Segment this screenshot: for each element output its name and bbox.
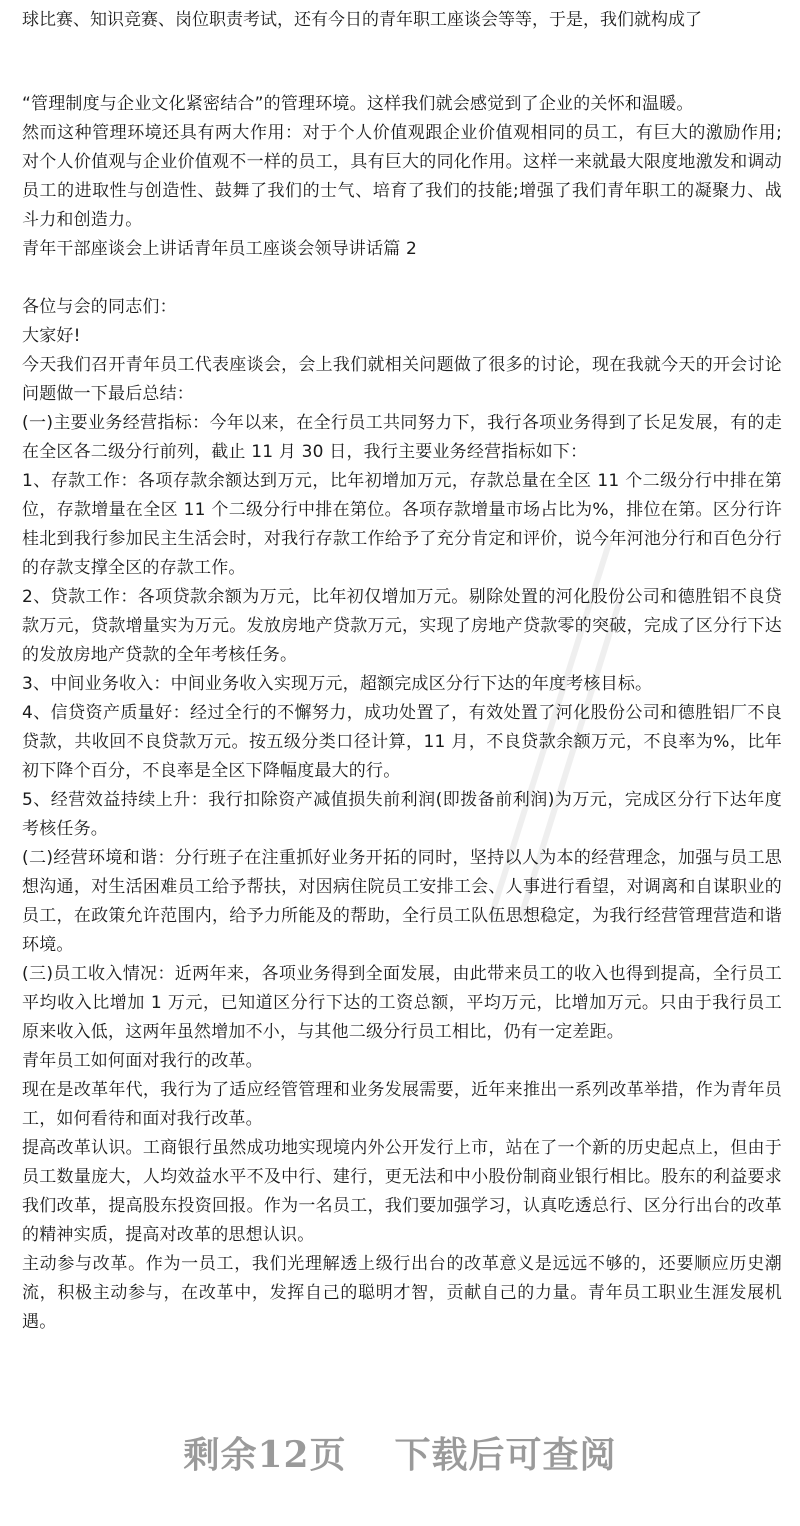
paragraph: 2、贷款工作：各项贷款余额为万元，比年初仅增加万元。剔除处置的河化股份公司和德胜铝不良贷款万元，贷款增量实为万元。发放房地产贷款万元，实现了房地产贷款零的突破，完成了区分行下达的发放房地产贷款的全年考核任务。 xyxy=(22,587,782,665)
paragraph: (三)员工收入情况：近两年来，各项业务得到全面发展，由此带来员工的收入也得到提高，全行员工平均收入比增加 1 万元，已知道区分行下达的工资总额，平均万元，比增加万元。只由于我行员工原来收入低，这两年虽然增加不小，与其他二级分行员工相比，仍有一定差距。 xyxy=(22,964,782,1042)
blank-line xyxy=(22,264,782,293)
paragraph: 青年员工如何面对我行的改革。 xyxy=(22,1051,263,1071)
paragraph: 主动参与改革。作为一员工，我们光理解透上级行出台的改革意义是远远不够的，还要顺应历史潮流，积极主动参与，在改革中，发挥自己的聪明才智，贡献自己的力量。青年员工职业生涯发展机遇。 xyxy=(22,1254,782,1332)
paragraph: 5、经营效益持续上升：我行扣除资产减值损失前利润(即拨备前利润)为万元，完成区分行下达年度考核任务。 xyxy=(22,790,782,839)
paragraph: 提高改革认识。工商银行虽然成功地实现境内外公开发行上市，站在了一个新的历史起点上，但由于员工数量庞大，人均效益水平不及中行、建行，更无法和中小股份制商业银行相比。股东的利益要求我们改革，提高股东投资回报。作为一名员工，我们要加强学习，认真吃透总行、区分行出台的改革的精神实质，提高对改革的思想认识。 xyxy=(22,1138,782,1245)
document-first-line: 球比赛、知识竞赛、岗位职责考试，还有今日的青年职工座谈会等等，于是，我们就构成了 xyxy=(22,10,702,30)
salutation: 各位与会的同志们： xyxy=(22,297,177,317)
paragraph: 1、存款工作：各项存款余额达到万元，比年初增加万元，存款总量在全区 11 个二级分行中排在第位，存款增量在全区 11 个二级分行中排在第位。各项存款增量市场占比为%，排位在第。区分行许桂北到我行参加民主生活会时，对我行存款工作给予了充分肯定和评价，说今年河池分行和百色分行的存款支撑全区的存款工作。 xyxy=(22,471,782,578)
section-heading: 青年干部座谈会上讲话青年员工座谈会领导讲话篇 2 xyxy=(22,239,418,259)
paragraph: “管理制度与企业文化紧密结合”的管理环境。这样我们就会感觉到了企业的关怀和温暖。 xyxy=(22,94,694,114)
download-prompt[interactable] xyxy=(0,1422,800,1482)
paragraph: 然而这种管理环境还具有两大作用：对于个人价值观跟企业价值观相同的员工，有巨大的激励作用;对个人价值观与企业价值观不一样的员工，具有巨大的同化作用。这样一来就最大限度地激发和调动员工的进取性与创造性、鼓舞了我们的士气、培育了我们的技能;增强了我们青年职工的凝聚力、战斗力和创造力。 xyxy=(22,123,782,230)
paragraph: 3、中间业务收入：中间业务收入实现万元，超额完成区分行下达的年度考核目标。 xyxy=(22,674,653,694)
remaining-pages-label[interactable]: 剩余12页 xyxy=(183,1433,347,1476)
paragraph: 现在是改革年代，我行为了适应经管管理和业务发展需要，近年来推出一系列改革举措，作为青年员工，如何看待和面对我行改革。 xyxy=(22,1080,782,1129)
paragraph: (二)经营环境和谐：分行班子在注重抓好业务开拓的同时，坚持以人为本的经营理念，加强与员工思想沟通，对生活困难员工给予帮扶，对因病住院员工安排工会、人事进行看望，对调离和自谋职业的员工，在政策允许范围内，给予力所能及的帮助，全行员工队伍思想稳定，为我行经营管理营造和谐环境。 xyxy=(22,848,782,955)
paragraph: 今天我们召开青年员工代表座谈会，会上我们就相关问题做了很多的讨论，现在我就今天的开会讨论问题做一下最后总结： xyxy=(22,355,782,404)
download-hint-label[interactable]: 下载后可查阅 xyxy=(394,1433,617,1476)
document-body xyxy=(22,90,782,1337)
paragraph: 4、信贷资产质量好：经过全行的不懈努力，成功处置了，有效处置了河化股份公司和德胜铝厂不良贷款，共收回不良贷款万元。按五级分类口径计算，11 月，不良贷款余额万元，不良率为%，比年初下降个百分，不良率是全区下降幅度最大的行。 xyxy=(22,703,782,781)
paragraph: (一)主要业务经营指标：今年以来，在全行员工共同努力下，我行各项业务得到了长足发展，有的走在全区各二级分行前列，截止 11 月 30 日，我行主要业务经营指标如下： xyxy=(22,413,782,462)
greeting: 大家好! xyxy=(22,326,81,346)
